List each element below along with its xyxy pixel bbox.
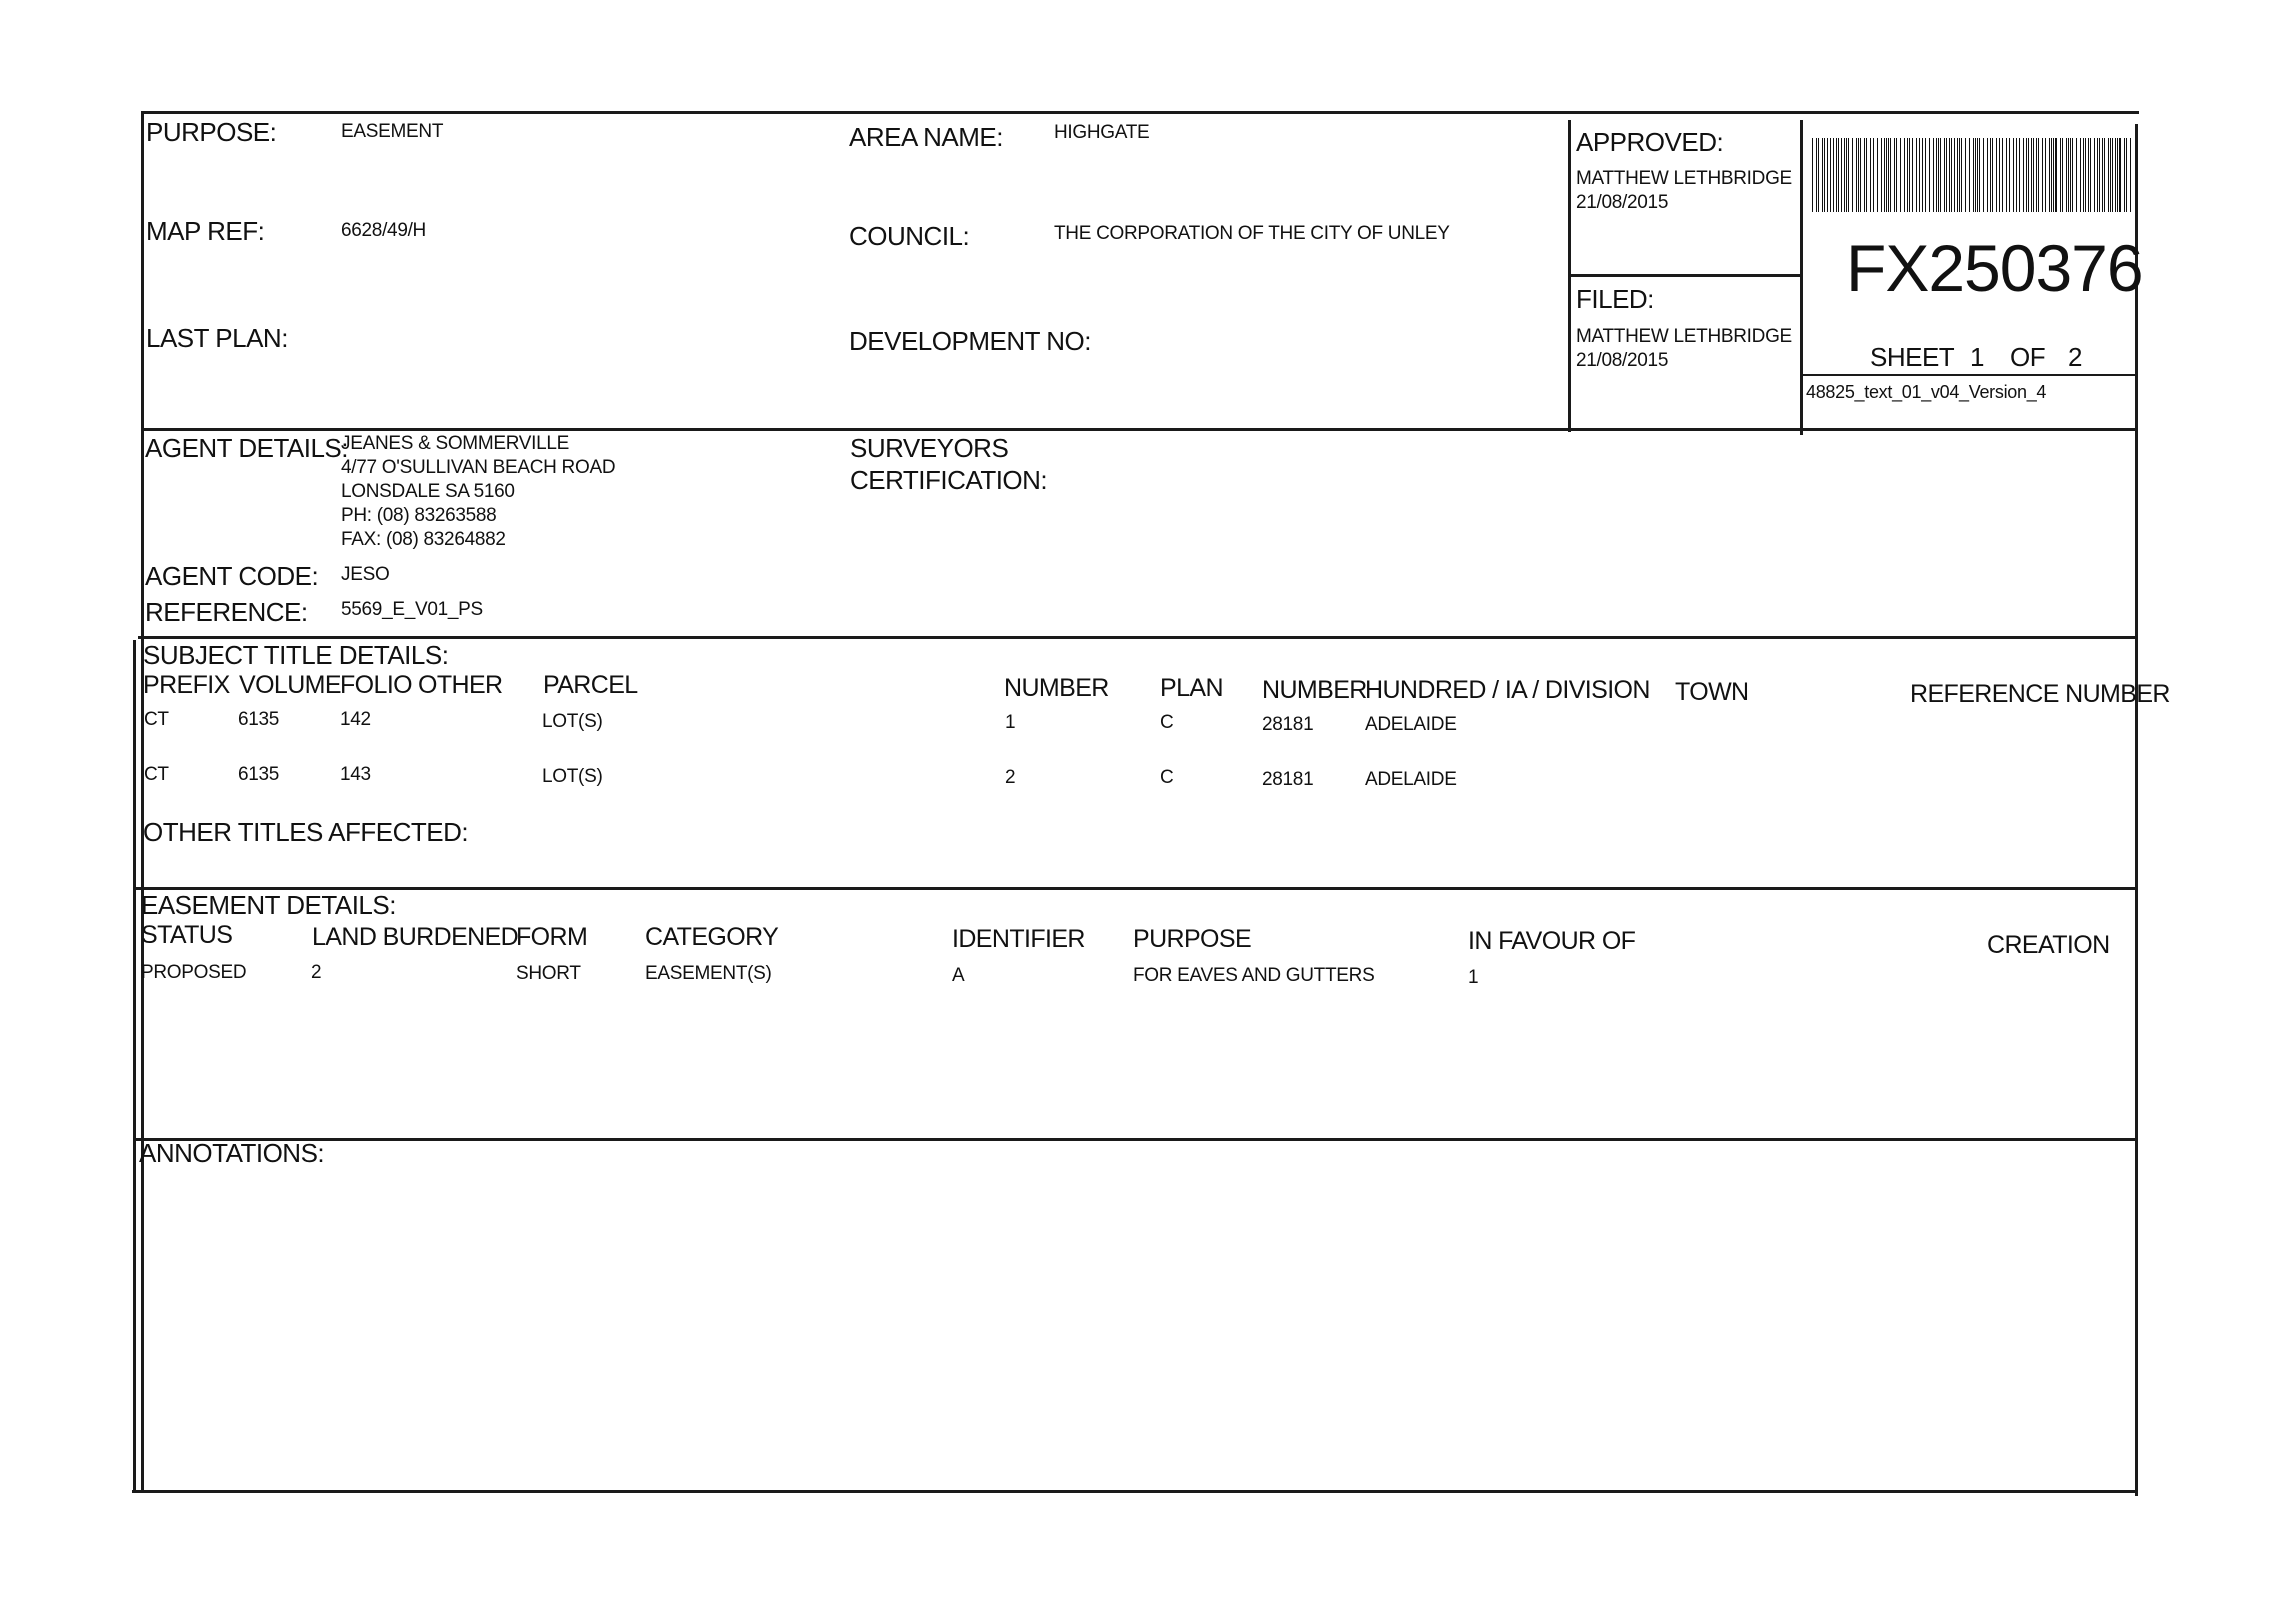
map-ref-label: MAP REF: [146, 216, 265, 246]
row-parcel: LOT(S) [542, 711, 603, 732]
col-identifier: IDENTIFIER [952, 925, 1085, 953]
approved-date: 21/08/2015 [1576, 192, 1669, 213]
area-name-value: HIGHGATE [1054, 122, 1150, 143]
council-label: COUNCIL: [849, 221, 970, 251]
reference-label: REFERENCE: [145, 597, 308, 627]
row-prefix: CT [144, 709, 169, 730]
certification-label: CERTIFICATION: [850, 465, 1048, 495]
agent-fax: FAX: (08) 83264882 [341, 529, 506, 550]
of-label: OF [2010, 342, 2046, 372]
last-plan-label: LAST PLAN: [146, 323, 288, 353]
row-plan: C [1160, 767, 1174, 788]
row-identifier: A [952, 965, 965, 986]
row-volume: 6135 [238, 709, 280, 730]
plan-code: FX250376 [1846, 231, 2143, 305]
filed-name: MATTHEW LETHBRIDGE [1576, 326, 1792, 347]
row-number: 1 [1005, 712, 1016, 733]
row-plan: C [1160, 712, 1174, 733]
row-folio: 143 [340, 764, 371, 785]
filed-label: FILED: [1576, 284, 1654, 314]
council-value: THE CORPORATION OF THE CITY OF UNLEY [1054, 223, 1450, 244]
col-category: CATEGORY [645, 923, 779, 951]
surveyors-label: SURVEYORS [850, 433, 1009, 463]
development-no-label: DEVELOPMENT NO: [849, 326, 1091, 356]
row-parcel: LOT(S) [542, 766, 603, 787]
row-volume: 6135 [238, 764, 280, 785]
col-hundred: HUNDRED / IA / DIVISION [1365, 676, 1650, 704]
col-plan-number: NUMBER [1262, 676, 1367, 704]
col-purpose: PURPOSE [1133, 925, 1252, 953]
row-hundred: ADELAIDE [1365, 714, 1457, 735]
col-folio: FOLIO [340, 671, 413, 699]
barcode-icon [1812, 138, 2142, 212]
map-ref-value: 6628/49/H [341, 220, 426, 241]
col-prefix: PREFIX [143, 671, 230, 699]
purpose-label: PURPOSE: [146, 117, 277, 147]
col-in-favour-of: IN FAVOUR OF [1468, 927, 1636, 955]
easement-details-label: EASEMENT DETAILS: [141, 890, 396, 920]
row-prefix: CT [144, 764, 169, 785]
row-category: EASEMENT(S) [645, 963, 772, 984]
col-parcel: PARCEL [543, 671, 638, 699]
row-plan-number: 28181 [1262, 769, 1314, 790]
col-creation: CREATION [1987, 931, 2110, 959]
col-number: NUMBER [1004, 674, 1109, 702]
col-plan: PLAN [1160, 674, 1223, 702]
other-titles-label: OTHER TITLES AFFECTED: [143, 817, 469, 847]
row-folio: 142 [340, 709, 371, 730]
row-number: 2 [1005, 767, 1016, 788]
approved-name: MATTHEW LETHBRIDGE [1576, 168, 1792, 189]
col-other: OTHER [418, 671, 503, 699]
col-status: STATUS [141, 921, 233, 949]
reference-value: 5569_E_V01_PS [341, 599, 483, 620]
col-land-burdened: LAND BURDENED [312, 923, 519, 951]
approved-label: APPROVED: [1576, 127, 1724, 157]
sheet-total: 2 [2068, 342, 2082, 372]
sheet-label: SHEET [1870, 342, 1955, 372]
row-form: SHORT [516, 963, 581, 984]
col-volume: VOLUME [239, 671, 341, 699]
annotations-label: ANNOTATIONS: [139, 1138, 325, 1168]
agent-details-label: AGENT DETAILS: [145, 433, 348, 463]
agent-phone: PH: (08) 83263588 [341, 505, 497, 526]
agent-code-value: JESO [341, 564, 390, 585]
agent-name: JEANES & SOMMERVILLE [341, 433, 570, 454]
row-land-burdened: 2 [311, 962, 322, 983]
area-name-label: AREA NAME: [849, 122, 1003, 152]
col-form: FORM [516, 923, 588, 951]
col-reference-number: REFERENCE NUMBER [1910, 680, 2170, 708]
row-status: PROPOSED [141, 962, 247, 983]
agent-address-line1: 4/77 O'SULLIVAN BEACH ROAD [341, 457, 616, 478]
filed-date: 21/08/2015 [1576, 350, 1669, 371]
version-text: 48825_text_01_v04_Version_4 [1806, 382, 2047, 402]
row-purpose: FOR EAVES AND GUTTERS [1133, 965, 1375, 986]
row-plan-number: 28181 [1262, 714, 1314, 735]
row-hundred: ADELAIDE [1365, 769, 1457, 790]
col-town: TOWN [1675, 678, 1749, 706]
row-in-favour-of: 1 [1468, 967, 1479, 988]
sheet-number: 1 [1970, 342, 1984, 372]
agent-address-line2: LONSDALE SA 5160 [341, 481, 515, 502]
subject-title-label: SUBJECT TITLE DETAILS: [143, 640, 449, 670]
purpose-value: EASEMENT [341, 121, 444, 142]
agent-code-label: AGENT CODE: [145, 561, 319, 591]
